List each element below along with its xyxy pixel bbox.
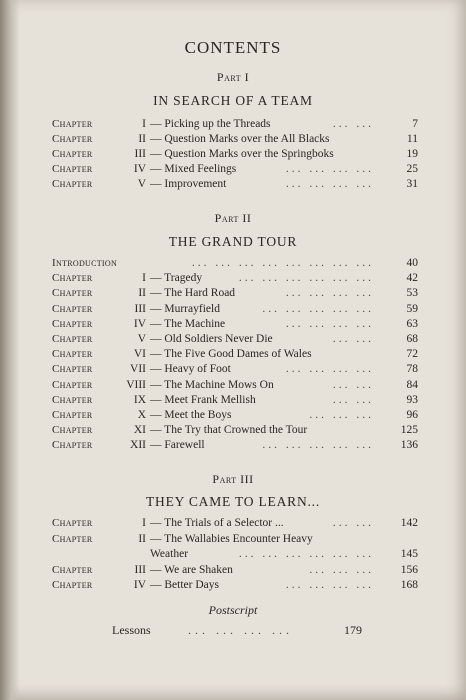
toc-page-number: 68 xyxy=(406,333,418,345)
toc-page-number: 93 xyxy=(406,393,418,406)
toc-entry-label: Chapter xyxy=(52,363,93,376)
part-2-label: Part II xyxy=(214,211,252,225)
toc-entry-title: — Question Marks over the All Blacks xyxy=(150,133,330,145)
toc-chapter-numeral: I xyxy=(142,272,146,285)
toc-page-number: 125 xyxy=(400,424,418,437)
toc-entry-label: Chapter xyxy=(52,302,93,315)
toc-entry xyxy=(52,362,418,377)
toc-page-number: 59 xyxy=(406,302,418,315)
toc-page-number: 142 xyxy=(400,517,418,529)
toc-leader-dots: ... ... xyxy=(332,378,374,391)
part-2-heading: THE GRAND TOUR xyxy=(168,234,298,249)
toc-page-number: 168 xyxy=(400,579,418,591)
toc-entry xyxy=(52,378,418,393)
toc-entry xyxy=(52,563,418,578)
toc-entry-title: — The Trials of a Selector ... xyxy=(150,517,284,529)
toc-page-number: 7 xyxy=(412,118,418,130)
toc-chapter-numeral: IV xyxy=(133,579,146,591)
toc-leader-dots: ... ... xyxy=(332,333,374,345)
toc-leader-dots: ... ... xyxy=(332,393,374,406)
toc-entry xyxy=(52,516,418,531)
toc-entry-label: Chapter xyxy=(52,439,93,452)
toc-leader-dots: ... ... ... ... xyxy=(285,579,374,591)
toc-leader-dots: ... ... ... ... xyxy=(285,317,374,330)
toc-chapter-numeral: III xyxy=(134,148,146,160)
toc-entry-label: Chapter xyxy=(52,563,93,576)
part-3-label: Part III xyxy=(212,472,254,486)
toc-leader-dots: ... ... ... ... ... ... ... ... xyxy=(191,257,374,269)
toc-entry-title: — We are Shaken xyxy=(150,563,233,576)
toc-entry-lessons xyxy=(112,622,362,638)
toc-entry xyxy=(52,393,418,408)
toc-entry-label: Chapter xyxy=(52,378,93,391)
toc-entry-title: — The Wallabies Encounter Heavy xyxy=(150,532,313,545)
toc-leader-dots: ... ... ... ... xyxy=(285,287,374,300)
toc-entry xyxy=(52,162,418,177)
toc-chapter-numeral: II xyxy=(138,133,146,145)
toc-entry xyxy=(52,408,418,423)
toc-chapter-numeral: VIII xyxy=(126,378,146,391)
toc-entry xyxy=(52,271,418,286)
toc-page-number: 53 xyxy=(406,287,418,300)
toc-chapter-numeral: VI xyxy=(133,348,146,361)
toc-leader-dots: ... ... xyxy=(332,118,374,130)
toc-page-number: 72 xyxy=(406,348,418,361)
toc-entry-title: Lessons xyxy=(112,623,151,637)
toc-entry xyxy=(52,347,418,362)
toc-page-number: 11 xyxy=(406,133,418,145)
toc-leader-dots: ... ... ... ... ... ... xyxy=(238,272,374,285)
toc-entry xyxy=(52,286,418,301)
toc-page-number: 136 xyxy=(400,439,418,452)
toc-leader-dots: ... ... xyxy=(332,517,374,529)
toc-leader-dots: ... ... ... ... xyxy=(285,363,374,376)
toc-chapter-numeral: IV xyxy=(133,163,146,175)
toc-entry-label: Chapter xyxy=(52,317,93,330)
toc-page-number: 145 xyxy=(400,548,418,560)
toc-leader-dots: ... ... ... ... ... xyxy=(262,439,374,452)
toc-page-number: 63 xyxy=(406,317,418,330)
toc-entry-label: Chapter xyxy=(52,393,93,406)
toc-page-number: 42 xyxy=(406,272,418,285)
toc-entry xyxy=(52,423,418,438)
toc-leader-dots: ... ... ... ... ... ... xyxy=(238,548,374,560)
toc-entry-title: — Improvement xyxy=(150,178,227,190)
toc-entry-title: — The Five Good Dames of Wales xyxy=(150,348,312,361)
toc-entry-label: Chapter xyxy=(52,424,93,437)
toc-entry-title: — The Machine xyxy=(150,317,226,330)
toc-entry-label: Chapter xyxy=(52,333,93,345)
toc-chapter-numeral: VII xyxy=(130,363,146,376)
toc-chapter-numeral: I xyxy=(142,517,146,529)
toc-entry-title: — The Machine Mows On xyxy=(150,378,274,391)
toc-chapter-numeral: II xyxy=(138,287,146,300)
part-1-label: Part I xyxy=(216,70,250,84)
toc-page-number: 19 xyxy=(406,148,418,160)
toc-leader-dots: ... ... ... ... xyxy=(285,163,374,175)
toc-entry-label: Chapter xyxy=(52,287,93,300)
toc-leader-dots: ... ... ... ... ... xyxy=(262,302,374,315)
toc-entry-label: Chapter xyxy=(52,579,93,591)
toc-entry-title: — Question Marks over the Springboks xyxy=(150,148,334,160)
contents-title: CONTENTS xyxy=(184,38,282,57)
toc-entry-label: Chapter xyxy=(52,532,93,545)
toc-entry-title: — Picking up the Threads xyxy=(150,118,271,130)
toc-chapter-numeral: XII xyxy=(130,439,146,452)
toc-entry xyxy=(52,132,418,147)
toc-page-number: 96 xyxy=(406,409,418,421)
toc-entry xyxy=(52,547,418,562)
part-1-heading: IN SEARCH OF A TEAM xyxy=(153,93,313,108)
toc-entry-title: — Mixed Feelings xyxy=(150,163,237,175)
postscript-label: Postscript xyxy=(208,603,258,617)
toc-entry-title: — Meet the Boys xyxy=(150,409,232,421)
toc-entry-label: Chapter xyxy=(52,163,93,175)
toc-entry-label: Chapter xyxy=(52,517,93,529)
toc-entry-title: — Old Soldiers Never Die xyxy=(150,333,273,345)
toc-chapter-numeral: X xyxy=(137,409,146,421)
toc-page-number: 179 xyxy=(344,623,362,637)
toc-entry xyxy=(52,438,418,453)
toc-entry-title: — Better Days xyxy=(150,579,219,591)
toc-leader-dots: ... ... ... ... xyxy=(188,623,293,637)
toc-entry-label: Chapter xyxy=(52,133,93,145)
toc-chapter-numeral: V xyxy=(137,178,146,190)
part-3-heading: THEY CAME TO LEARN... xyxy=(145,494,321,509)
toc-page-number: 31 xyxy=(406,178,418,190)
toc-entry xyxy=(52,302,418,317)
toc-entry-title: — The Hard Road xyxy=(150,287,236,300)
toc-entry xyxy=(52,147,418,162)
toc-entry-title: — Murrayfield xyxy=(150,302,220,315)
toc-entry-label: Chapter xyxy=(52,272,93,285)
toc-entry-label: Chapter xyxy=(52,118,93,130)
toc-entry-title: — Tragedy xyxy=(150,272,203,285)
toc-entry-label: Chapter xyxy=(52,409,93,421)
toc-leader-dots: ... ... ... ... xyxy=(285,178,374,190)
toc-entry-title: — Meet Frank Mellish xyxy=(150,393,256,406)
toc-entry xyxy=(52,332,418,347)
toc-leader-dots: ... ... ... xyxy=(309,409,374,421)
toc-entry xyxy=(52,117,418,132)
toc-chapter-numeral: XI xyxy=(133,424,146,437)
toc-chapter-numeral: IV xyxy=(133,317,146,330)
toc-chapter-numeral: V xyxy=(137,333,146,345)
toc-page-number: 84 xyxy=(406,378,418,391)
toc-leader-dots: ... ... ... xyxy=(309,563,374,576)
toc-entry-title: — Farewell xyxy=(150,439,205,452)
toc-chapter-numeral: III xyxy=(134,302,146,315)
toc-entry xyxy=(52,256,418,271)
toc-entry xyxy=(52,177,418,192)
toc-chapter-numeral: I xyxy=(142,118,146,130)
toc-entry xyxy=(52,578,418,593)
toc-entry-title: Weather xyxy=(150,548,189,560)
toc-page-number: 40 xyxy=(406,257,418,269)
toc-entry-label: Introduction xyxy=(52,257,118,269)
toc-entry-label: Chapter xyxy=(52,178,93,190)
toc-chapter-numeral: IX xyxy=(133,393,146,406)
toc-entry-label: Chapter xyxy=(52,148,93,160)
toc-page-number: 156 xyxy=(400,563,418,576)
toc-entry xyxy=(52,317,418,332)
toc-page-number: 78 xyxy=(406,363,418,376)
toc-entry-label: Chapter xyxy=(52,348,93,361)
toc-page-number: 25 xyxy=(406,163,418,175)
toc-entry xyxy=(52,532,418,547)
toc-entry-title: — Heavy of Foot xyxy=(150,363,231,376)
toc-entry-title: — The Try that Crowned the Tour xyxy=(150,424,308,437)
toc-chapter-numeral: II xyxy=(138,532,146,545)
toc-chapter-numeral: III xyxy=(134,563,146,576)
